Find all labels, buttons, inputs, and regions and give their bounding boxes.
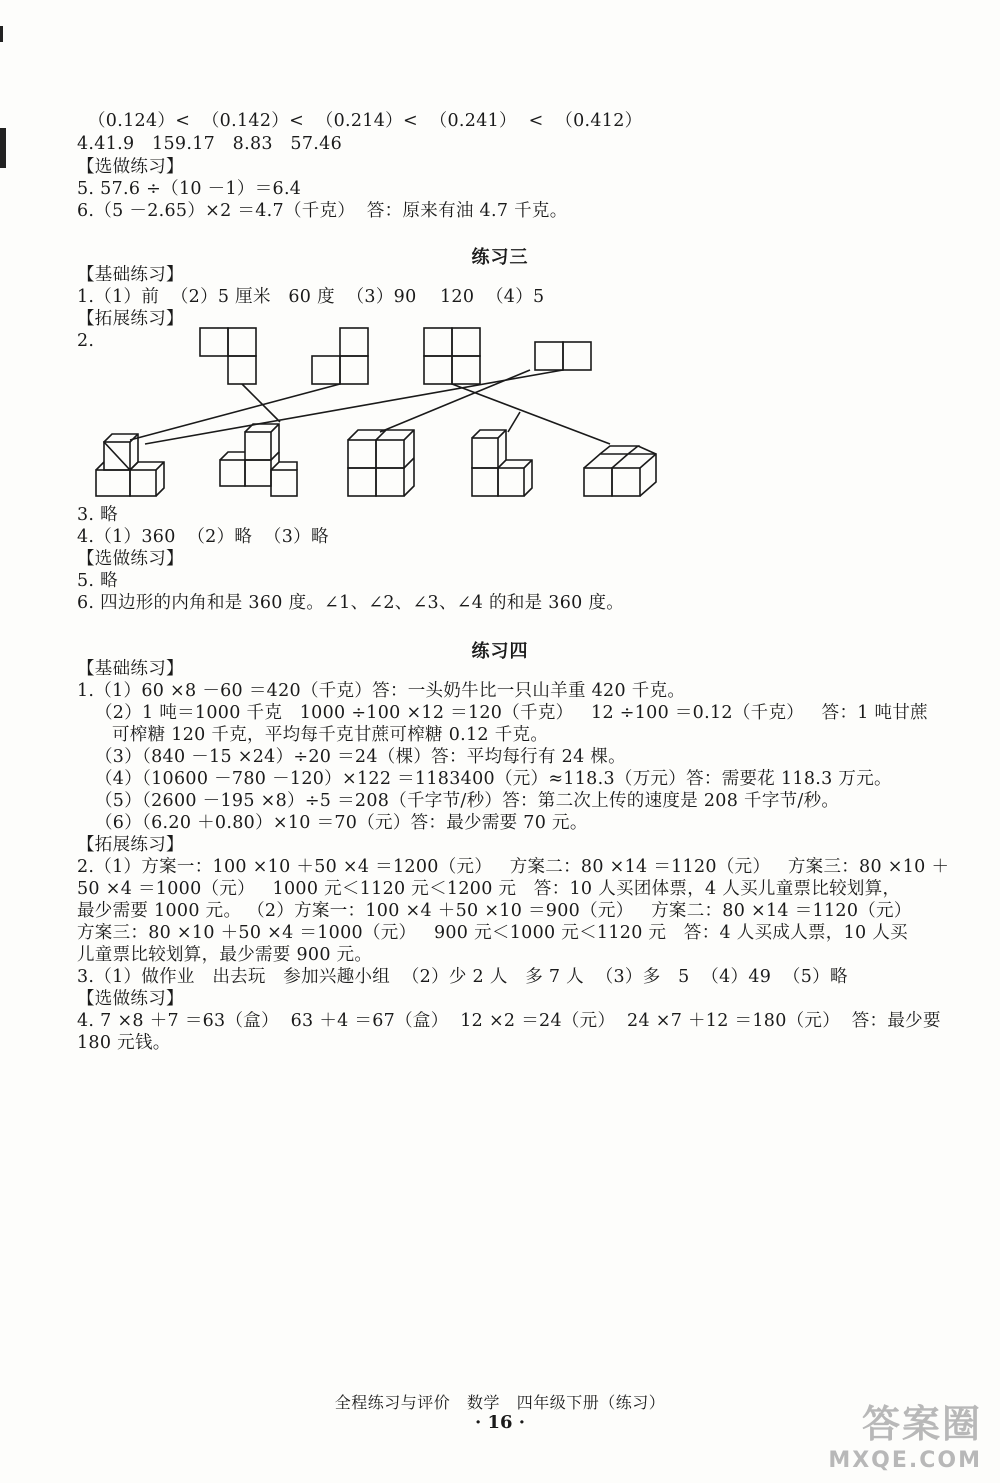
answer-line: 2.（1）方案一：100 ×10 ＋50 ×4 ＝1200（元） 方案二：80 ×14 ＝1120（元） 方案三：80 ×10 ＋ [77, 857, 950, 877]
answer-line: 3. 略 [77, 505, 118, 525]
cube-structure-3 [348, 430, 414, 496]
section-label: 【拓展练习】 [77, 309, 184, 329]
answer-line: 1.（1）60 ×8 －60 ＝420（千克）答：一头奶牛比一只山羊重 420 千克。 [77, 681, 686, 701]
answer-line: 2. [77, 331, 95, 351]
watermark-line1: 答案圈 [861, 1402, 982, 1446]
answer-line: 6. 四边形的内角和是 360 度。∠1、∠2、∠3、∠4 的和是 360 度。 [77, 593, 625, 613]
answer-line: 4.（1）360 （2）略 （3）略 [77, 527, 329, 547]
answer-line: （3）（840 －15 ×24）÷20 ＝24（棵）答：平均每行有 24 棵。 [95, 747, 626, 767]
answer-line: 最少需要 1000 元。 （2）方案一：100 ×4 ＋50 ×10 ＝900（元） 方案二：80 ×14 ＝1120（元） [77, 901, 912, 921]
scan-edge-mark [0, 128, 6, 168]
view-2 [312, 328, 368, 384]
answer-line: 可榨糖 120 千克，平均每千克甘蔗可榨糖 0.12 千克。 [112, 725, 549, 745]
answer-line: 6.（5 －2.65）×2 ＝4.7（千克） 答：原来有油 4.7 千克。 [77, 201, 568, 221]
answer-line: 3.（1）做作业 出去玩 参加兴趣小组 （2）少 2 人 多 7 人 （3）多 5 （4）49 （5）略 [77, 967, 848, 987]
answer-line: 180 元钱。 [77, 1033, 171, 1053]
answer-line: 4.41.9 159.17 8.83 57.46 [77, 134, 343, 154]
view-3 [424, 328, 480, 384]
page-number: · 16 · [474, 1412, 526, 1433]
section-label: 【基础练习】 [77, 659, 184, 679]
section-label: 【选做练习】 [77, 157, 184, 177]
section-label: 【拓展练习】 [77, 835, 184, 855]
view-4 [535, 342, 591, 370]
watermark-logo [828, 1393, 982, 1473]
cube-matching-figure [90, 322, 670, 508]
view-1 [200, 328, 256, 384]
answer-line: 方案三：80 ×10 ＋50 ×4 ＝1000（元） 900 元＜1000 元＜1120 元 答：4 人买成人票，10 人买 [77, 923, 908, 943]
section-title-3: 练习三 [471, 247, 529, 268]
scan-edge-mark-top [0, 26, 3, 42]
answer-line: 4. 7 ×8 ＋7 ＝63（盒） 63 ＋4 ＝67（盒） 12 ×2 ＝24（元） 24 ×7 ＋12 ＝180（元） 答：最少要 [77, 1011, 941, 1031]
footer-title: 全程练习与评价 数学 四年级下册（练习） [334, 1393, 666, 1412]
watermark-line2: MXQE.COM [828, 1448, 982, 1473]
answer-line: （4）（10600 －780 －120）×122 ＝1183400（元）≈118.3（万元）答：需要花 118.3 万元。 [95, 769, 892, 789]
section-label: 【选做练习】 [77, 989, 184, 1009]
answer-line: （2）1 吨＝1000 千克 1000 ÷100 ×12 ＝120（千克） 12 ÷100 ＝0.12（千克） 答：1 吨甘蔗 [95, 703, 928, 723]
section-label: 【基础练习】 [77, 265, 184, 285]
section-title-4: 练习四 [471, 641, 529, 662]
answer-line: 1.（1）前 （2）5 厘米 60 度 （3）90 120 （4）5 [77, 287, 545, 307]
answer-line: 5. 57.6 ÷（10 －1）＝6.4 [77, 179, 302, 199]
answer-line: （5）（2600 －195 ×8）÷5 ＝208（千字节/秒）答：第二次上传的速度是 208 千字节/秒。 [95, 791, 840, 811]
answer-line: 50 ×4 ＝1000（元） 1000 元＜1120 元＜1200 元 答：10 人买团体票，4 人买儿童票比较划算， [77, 879, 901, 899]
answer-line: 5. 略 [77, 571, 118, 591]
answer-line: （0.124）< （0.142）< （0.214）< （0.241） < （0.412） [88, 111, 643, 131]
section-label: 【选做练习】 [77, 549, 184, 569]
answer-line: 儿童票比较划算，最少需要 900 元。 [77, 945, 373, 965]
cube-structure-4 [472, 430, 532, 496]
cube-structure-5 [584, 446, 656, 496]
answer-line: （6）（6.20 ＋0.80）×10 ＝70（元）答：最少需要 70 元。 [95, 813, 588, 833]
cube-structure-2 [220, 424, 297, 496]
cube-structure-1 [96, 434, 164, 496]
